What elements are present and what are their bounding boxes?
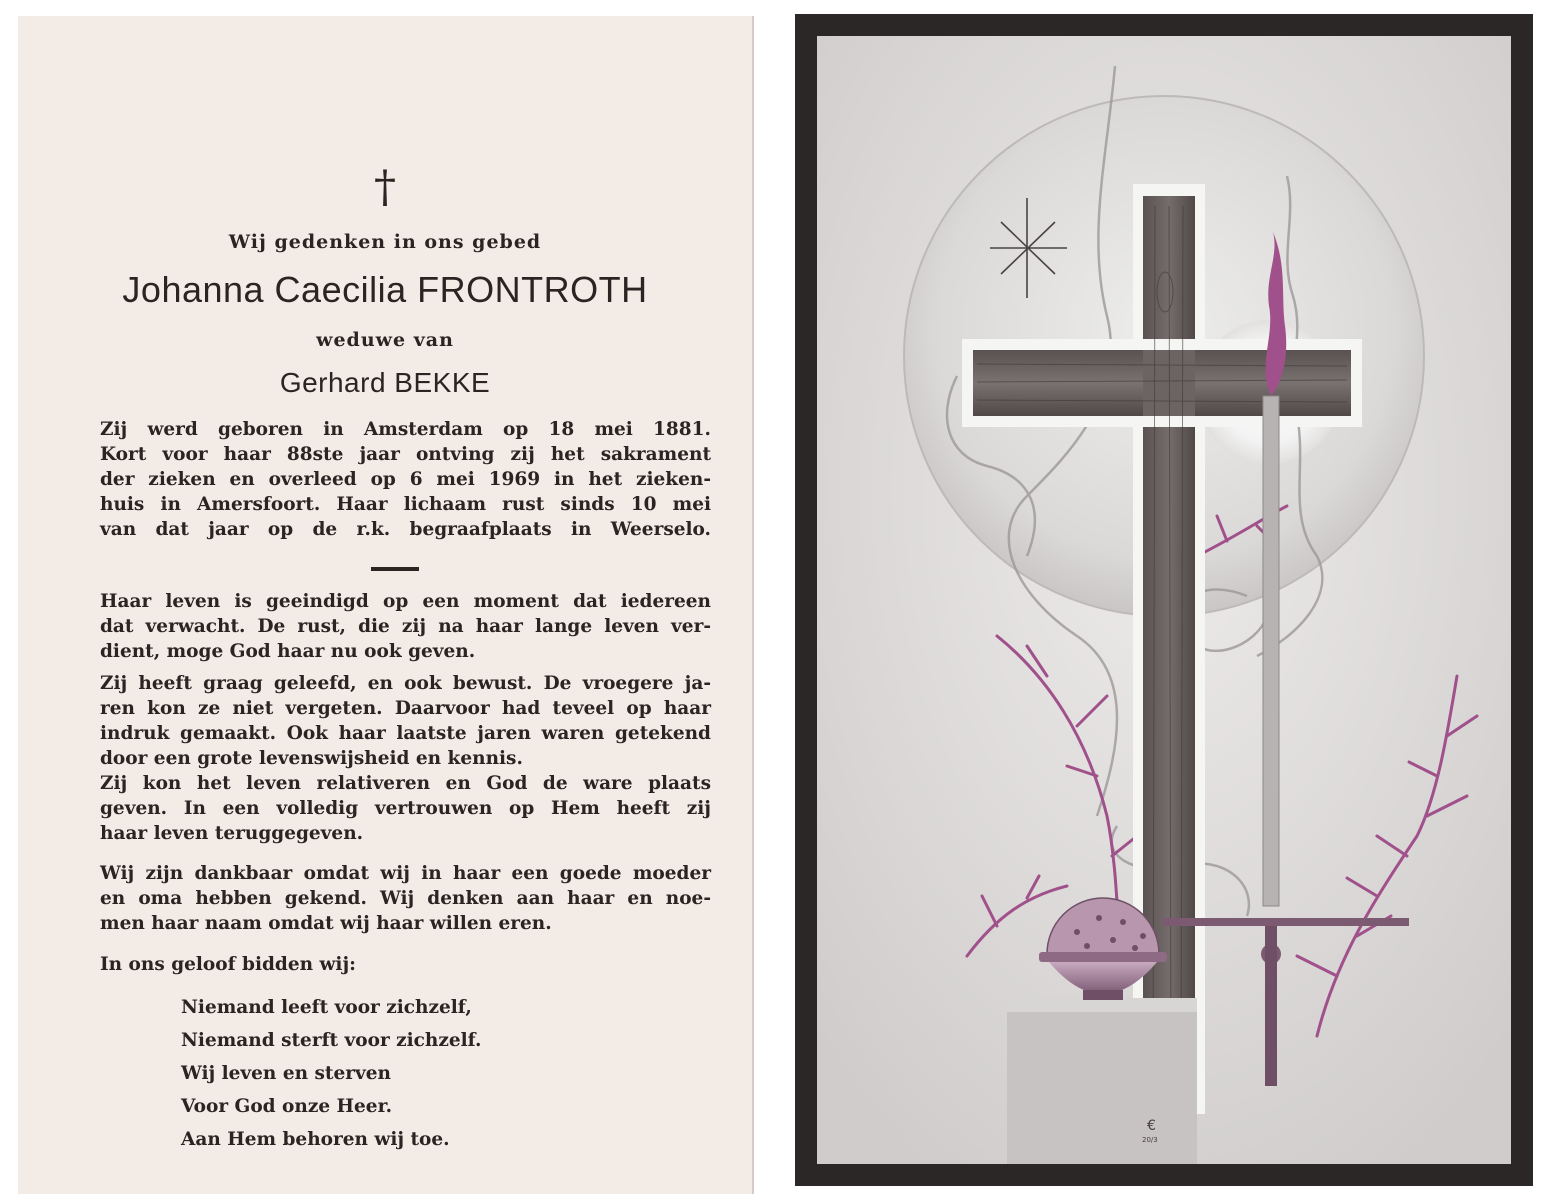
print-code: 20/3 xyxy=(1142,1136,1158,1144)
pedestal-block xyxy=(1007,998,1197,1164)
publisher-mark: € xyxy=(1147,1118,1156,1134)
candle-holder-stem xyxy=(1265,926,1277,1086)
pedestal-top xyxy=(1007,998,1197,1012)
cross-candle-illustration xyxy=(817,36,1511,1164)
text-line: huis in Amersfoort. Haar lichaam rust sinds 10 mei xyxy=(100,494,711,515)
candle-holder-bar xyxy=(1163,918,1409,926)
paragraph xyxy=(100,671,711,771)
incense-foot xyxy=(1083,990,1123,1000)
memorial-image-page xyxy=(795,14,1533,1186)
text-line: en oma hebben gekend. Wij denken aan haar en noe- xyxy=(100,888,711,909)
incense-rim xyxy=(1039,952,1167,962)
biography-paragraph xyxy=(100,417,711,542)
divider xyxy=(371,567,419,571)
widow-of-line: weduwe van xyxy=(316,329,454,351)
text-line: door een grote levenswijsheid en kennis. xyxy=(100,748,523,769)
text-line: men haar naam omdat wij haar willen eren. xyxy=(100,913,552,934)
text-line: dient, moge God haar nu ook geven. xyxy=(100,641,476,662)
deceased-name: Johanna Caecilia FRONTROTH xyxy=(122,269,648,310)
intro-line: Wij gedenken in ons gebed xyxy=(228,231,542,253)
prayer-line: Voor God onze Heer. xyxy=(181,1096,393,1117)
text-line: geven. In een volledig vertrouwen op Hem heeft zij xyxy=(100,798,711,819)
prayer-intro: In ons geloof bidden wij: xyxy=(100,954,356,975)
paragraph xyxy=(100,861,711,936)
text-line: van dat jaar op de r.k. begraafplaats in Weerselo. xyxy=(100,519,711,540)
prayer-line: Aan Hem behoren wij toe. xyxy=(181,1129,450,1150)
text-line: Zij kon het leven relativeren en God de ware plaats xyxy=(100,773,711,794)
paragraph xyxy=(100,589,711,664)
text-line: indruk gemaakt. Ook haar laatste jaren waren getekend xyxy=(100,723,711,744)
prayer-line: Niemand sterft voor zichzelf. xyxy=(181,1030,482,1051)
paragraph xyxy=(100,771,711,846)
text-line: Zij heeft graag geleefd, en ook bewust. De vroegere ja- xyxy=(100,673,711,694)
memorial-text-page xyxy=(18,16,754,1194)
spouse-name: Gerhard BEKKE xyxy=(279,367,491,398)
text-line: der zieken en overleed op 6 mei 1969 in het zieken- xyxy=(100,469,711,490)
text-line: haar leven teruggegeven. xyxy=(100,823,364,844)
prayer-line: Niemand leeft voor zichzelf, xyxy=(181,997,472,1018)
text-line: dat verwacht. De rust, die zij na haar lange leven ver- xyxy=(100,616,711,637)
cross-icon: † xyxy=(374,162,396,213)
artwork-panel xyxy=(817,36,1511,1164)
text-line: Wij zijn dankbaar omdat wij in haar een goede moeder xyxy=(100,863,711,884)
text-line: Haar leven is geeindigd op een moment dat iedereen xyxy=(100,591,711,612)
prayer-verse xyxy=(181,991,481,1156)
text-line: ren kon ze niet vergeten. Daarvoor had teveel op haar xyxy=(100,698,711,719)
candle xyxy=(1263,396,1279,906)
text-line: Zij werd geboren in Amsterdam op 18 mei 1881. xyxy=(100,419,711,440)
text-line: Kort voor haar 88ste jaar ontving zij het sakrament xyxy=(100,444,711,465)
prayer-line: Wij leven en sterven xyxy=(181,1063,391,1084)
